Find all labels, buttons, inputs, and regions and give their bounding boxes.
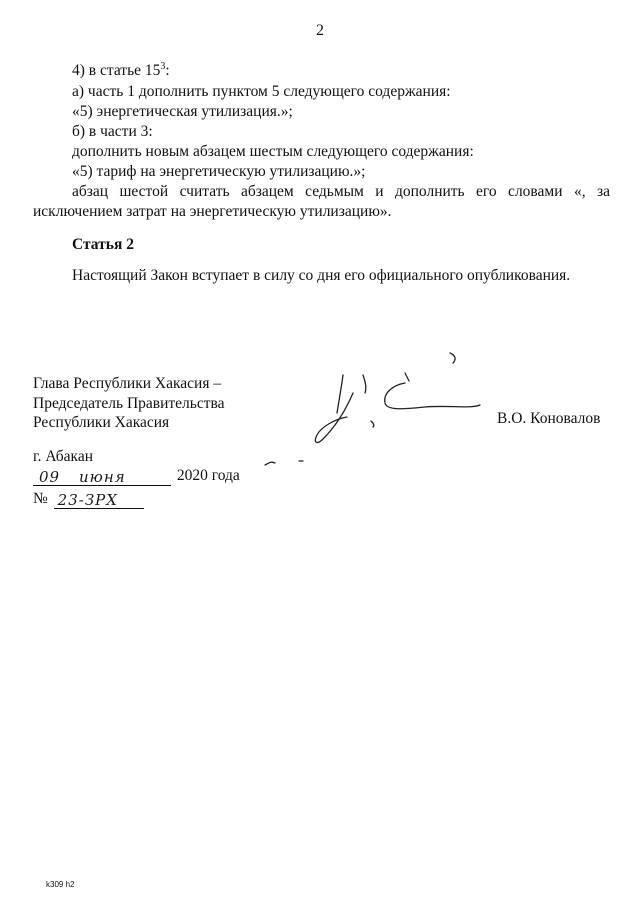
line-b-quote: «5) тариф на энергетическую утилизацию.»; <box>72 163 366 180</box>
signatory-title-line2: Председатель Правительства <box>33 395 225 412</box>
line-b: б) в части 3: <box>72 123 153 140</box>
item-4-line <box>72 61 170 80</box>
item-4-superscript: 3 <box>160 60 166 72</box>
line-c-second: исключением затрат на энергетическую утилизацию». <box>33 203 392 220</box>
line-a-quote: «5) энергетическая утилизация.»; <box>72 103 293 120</box>
date-year: 2020 года <box>176 467 240 484</box>
signatory-title-line1: Глава Республики Хакасия – <box>33 375 222 392</box>
page-number: 2 <box>316 22 324 39</box>
article-2-text: Настоящий Закон вступает в силу со дня его официального опубликования. <box>72 267 571 284</box>
signatory-name: В.О. Коновалов <box>497 410 601 427</box>
footer-code: k309 h2 <box>46 880 75 889</box>
handwritten-signature <box>255 345 485 475</box>
line-a: а) часть 1 дополнить пунктом 5 следующего содержания: <box>72 83 451 100</box>
city: г. Абакан <box>33 448 94 465</box>
number-prefix: № <box>33 490 48 507</box>
date-field <box>33 468 171 486</box>
number-value: 23-ЗРХ <box>57 491 118 509</box>
date-day: 09 <box>39 468 61 486</box>
line-b-add: дополнить новым абзацем шестым следующего содержания: <box>72 143 474 160</box>
signatory-title-line3: Республики Хакасия <box>33 414 170 431</box>
number-field <box>54 491 144 509</box>
date-month: июня <box>79 468 126 486</box>
date-line <box>33 466 240 486</box>
number-line <box>33 489 144 509</box>
item-4-prefix: 4) в статье 15 <box>72 62 161 79</box>
article-2-heading: Статья 2 <box>72 236 134 253</box>
item-4-suffix: : <box>165 62 170 79</box>
line-c-first: абзац шестой считать абзацем седьмым и дополнить его словами «, за <box>72 183 610 200</box>
